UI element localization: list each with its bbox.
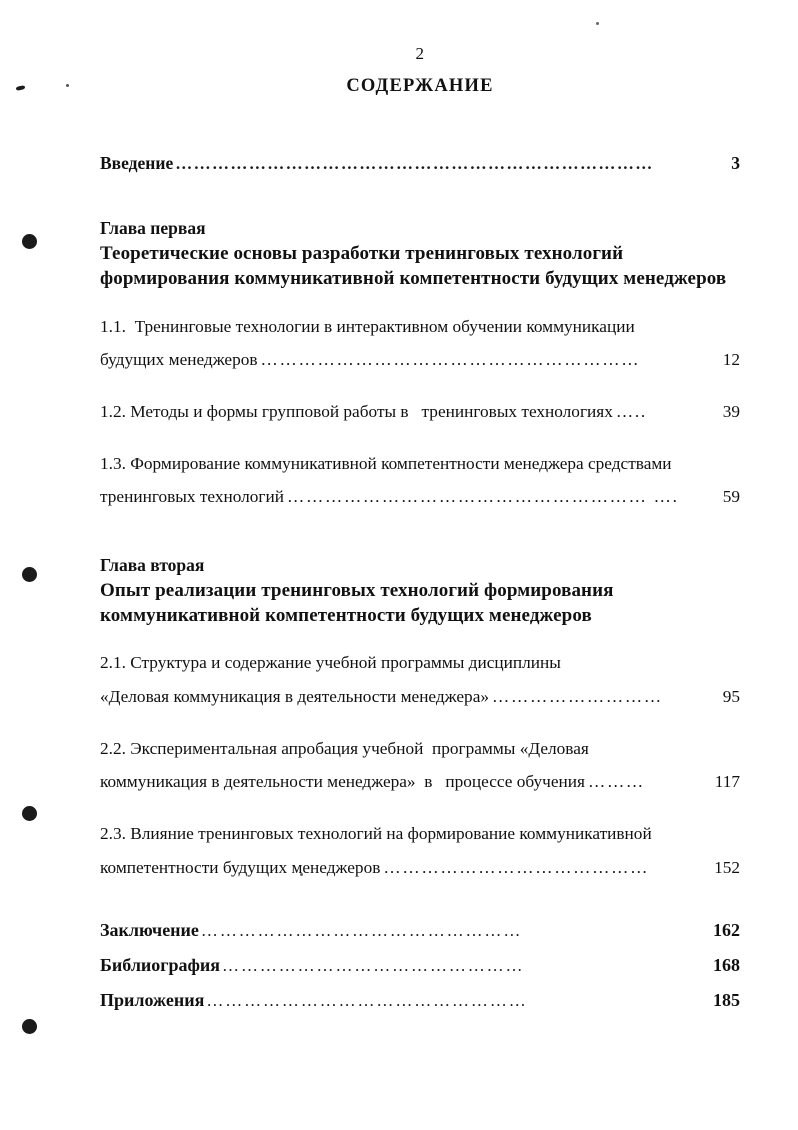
chapter-title: Опыт реализации тренинговых технологий формирования коммуникативной компетентности будущих менеджеров [100, 579, 614, 626]
section-group-2-2 [100, 732, 740, 799]
chapter-label: Глава вторая [100, 555, 205, 576]
toc-entry-page: 185 [713, 989, 740, 1010]
section-text: 1.1. Тренинговые технологии в интерактивном обучении коммуникации [100, 316, 635, 336]
section-text: «Деловая коммуникация в деятельности менеджера» [100, 686, 490, 706]
toc-entry-introduction [100, 150, 740, 177]
section-line [100, 680, 740, 714]
toc-leader-dots: …………………………………… [383, 857, 650, 877]
section-line [100, 395, 740, 429]
hole-punch-mark [22, 1019, 37, 1034]
scan-speck [596, 22, 599, 25]
hole-punch-mark [22, 806, 37, 821]
toc-leader-dots: …………………………………………………………………… [175, 154, 654, 173]
toc-entry-label: Введение [100, 153, 174, 173]
section-line [100, 765, 740, 799]
section-line [100, 447, 740, 481]
toc-entry-page: 3 [731, 153, 740, 173]
hole-punch-mark [22, 567, 37, 582]
toc-entry-bibliography [100, 948, 740, 983]
toc-leader-dots: …………………………………………………… [260, 350, 641, 370]
toc-leader-dots: ……………………… [492, 686, 663, 706]
section-text: 2.3. Влияние тренинговых технологий на формирование коммуникативной [100, 824, 652, 844]
section-page: 12 [722, 350, 740, 370]
section-line [100, 851, 740, 885]
section-line [100, 343, 740, 377]
section-page: 117 [714, 772, 740, 792]
toc-entry-label: Приложения [100, 989, 205, 1010]
table-of-contents [100, 140, 740, 1018]
section-text: будущих менеджеров [100, 350, 258, 370]
toc-entry-conclusion [100, 913, 740, 948]
toc-entry-page: 168 [713, 954, 740, 975]
toc-leader-dots: ………………………………………………… …. [287, 487, 679, 507]
section-line [100, 310, 740, 344]
toc-leader-dots: ….. [615, 401, 647, 421]
section-line [100, 817, 740, 851]
toc-entry-page: 162 [713, 919, 740, 940]
chapter-title: Теоретические основы разработки тренинговых технологий формирования коммуникативной компетентности будущих менеджеров [100, 242, 727, 290]
chapter-heading-1 [100, 217, 740, 291]
section-page: 39 [722, 401, 740, 421]
section-text: компетентности будущих менеджеров [100, 857, 381, 877]
section-line [100, 480, 740, 514]
scan-speck [66, 84, 69, 87]
toc-entry-appendices [100, 983, 740, 1018]
section-text: 2.1. Структура и содержание учебной программы дисциплины [100, 653, 561, 673]
section-group-1-1 [100, 310, 740, 377]
section-text: коммуникация в деятельности менеджера» в процессе обучения [100, 772, 585, 792]
chapter-heading-2 [100, 554, 740, 628]
toc-entry-label: Библиография [100, 954, 221, 975]
toc-leader-dots: ……… [587, 772, 645, 792]
section-text: 2.2. Экспериментальная апробация учебной программы «Деловая [100, 738, 589, 758]
page-title: СОДЕРЖАНИЕ [346, 76, 494, 96]
back-matter-list [100, 913, 740, 1018]
section-group-1-2 [100, 395, 740, 429]
section-line [100, 646, 740, 680]
section-page: 152 [714, 857, 740, 877]
toc-leader-dots: …………………………………………… [206, 990, 528, 1010]
toc-leader-dots: ………………………………………… [222, 955, 525, 975]
page-number: 2 [415, 44, 425, 63]
toc-leader-dots: …………………………………………… [200, 920, 523, 940]
section-text: тренинговых технологий [100, 487, 284, 507]
section-group-2-1 [100, 646, 740, 713]
section-line [100, 732, 740, 766]
chapter-label: Глава первая [100, 218, 206, 239]
section-group-1-3 [100, 447, 740, 514]
section-page: 95 [722, 686, 740, 706]
section-group-2-3 [100, 817, 740, 884]
section-text: 1.3. Формирование коммуникативной компетентности менеджера средствами [100, 453, 672, 473]
scan-speck [16, 85, 26, 91]
section-page: 59 [722, 487, 740, 507]
toc-entry-label: Заключение [100, 919, 199, 940]
section-text: 1.2. Методы и формы групповой работы в тренинговых технологиях [100, 401, 613, 421]
hole-punch-mark [22, 234, 37, 249]
